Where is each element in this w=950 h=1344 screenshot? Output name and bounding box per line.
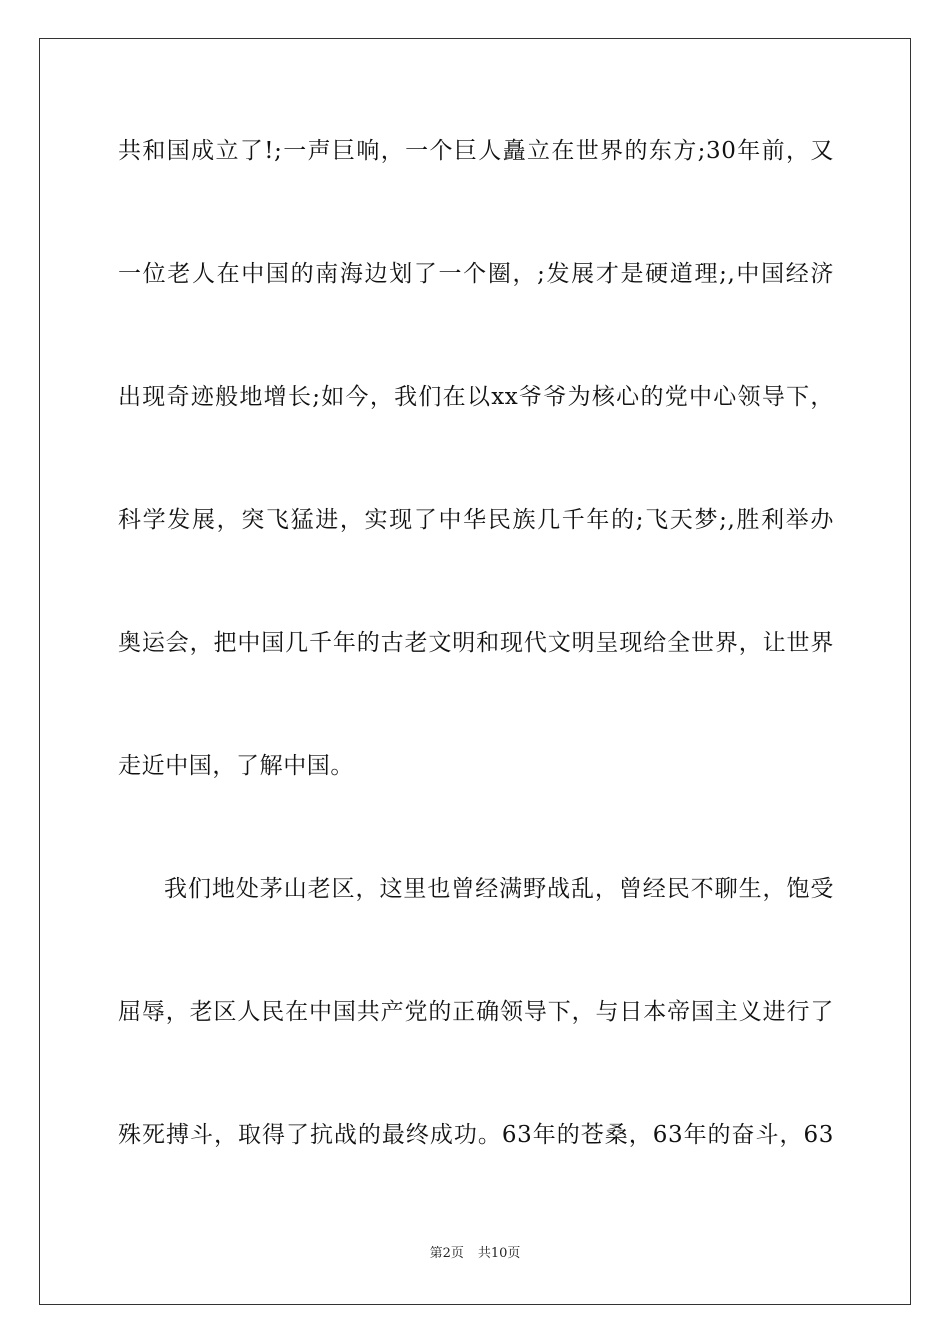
paragraph-2-line-3: 殊死搏斗，取得了抗战的最终成功。63年的苍桑，63年的奋斗，63	[118, 1122, 834, 1148]
page-border	[39, 38, 911, 1305]
body-line-6: 走近中国，了解中国。	[118, 753, 354, 779]
body-line-5: 奥运会，把中国几千年的古老文明和现代文明呈现给全世界，让世界	[118, 630, 834, 656]
page-footer	[0, 1245, 950, 1263]
paragraph-2-line-2: 屈辱，老区人民在中国共产党的正确领导下，与日本帝国主义进行了	[118, 999, 834, 1025]
paragraph-2-line-1: 我们地处茅山老区，这里也曾经满野战乱，曾经民不聊生，饱受	[164, 876, 834, 902]
body-line-4: 科学发展，突飞猛进，实现了中华民族几千年的;飞天梦;,胜利举办	[118, 507, 834, 533]
page-total: 共10页	[477, 1246, 521, 1261]
page-number: 第2页	[429, 1246, 464, 1261]
body-line-2: 一位老人在中国的南海边划了一个圈，;发展才是硬道理;,中国经济	[118, 261, 834, 287]
body-line-1: 共和国成立了!;一声巨响，一个巨人矗立在世界的东方;30年前，又	[118, 138, 834, 164]
body-line-3: 出现奇迹般地增长;如今，我们在以xx爷爷为核心的党中心领导下，	[118, 384, 834, 410]
